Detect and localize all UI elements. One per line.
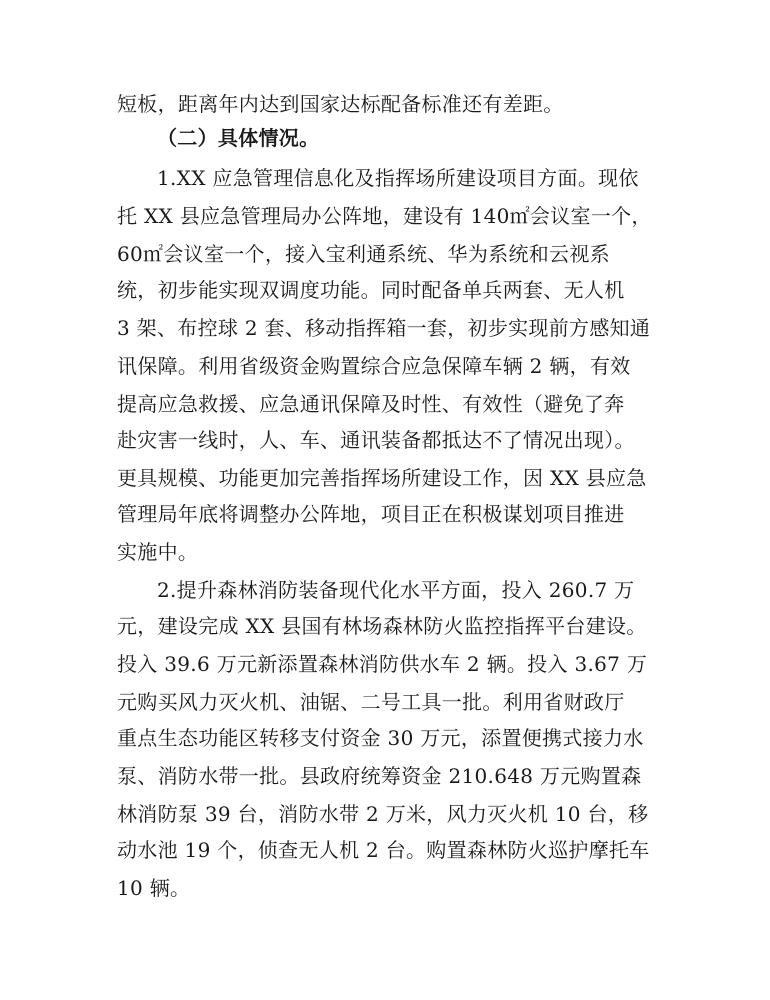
section-heading: （二）具体情况。 [157, 126, 320, 150]
paragraph-line-7: 3 架、布控球 2 套、移动指挥箱一套，初步实现前方感知通 [117, 316, 651, 340]
paragraph-line-8: 讯保障。利用省级资金购置综合应急保障车辆 2 辆，有效 [117, 354, 631, 378]
paragraph-line-17: 元购买风力灭火机、油锯、二号工具一批。利用省财政厅 [117, 690, 625, 714]
paragraph-line-21: 动水池 19 个，侦查无人机 2 台。购置森林防火巡护摩托车 [117, 838, 650, 862]
paragraph-line-5: 60㎡会议室一个，接入宝利通系统、华为系统和云视系 [117, 242, 610, 266]
paragraph-line-18: 重点生态功能区转移支付资金 30 万元，添置便携式接力水 [117, 726, 644, 750]
paragraph-line-13: 实施中。 [117, 540, 199, 564]
paragraph-line-12: 管理局年底将调整办公阵地，项目正在积极谋划项目推进 [117, 502, 625, 526]
paragraph-line-19: 泵、消防水带一批。县政府统筹资金 210.648 万元购置森 [117, 764, 642, 788]
paragraph-line-4: 托 XX 县应急管理局办公阵地，建设有 140㎡会议室一个， [117, 204, 652, 228]
paragraph-line-16: 投入 39.6 万元新添置森林消防供水车 2 辆。投入 3.67 万 [117, 652, 648, 676]
paragraph-line-6: 统，初步能实现双调度功能。同时配备单兵两套、无人机 [117, 278, 625, 302]
paragraph-line-20: 林消防泵 39 台，消防水带 2 万米，风力灭火机 10 台，移 [117, 802, 649, 826]
paragraph-line-10: 赴灾害一线时，人、车、通讯装备都抵达不了情况出现）。 [117, 428, 635, 452]
paragraph-line-1: 短板，距离年内达到国家达标配备标准还有差距。 [117, 92, 564, 116]
paragraph-line-3: 1.XX 应急管理信息化及指挥场所建设项目方面。现依 [157, 166, 639, 190]
paragraph-line-9: 提高应急救援、应急通讯保障及时性、有效性（避免了奔 [117, 392, 625, 416]
paragraph-line-14: 2.提升森林消防装备现代化水平方面，投入 260.7 万 [157, 578, 635, 602]
paragraph-line-22: 10 辆。 [117, 876, 191, 900]
paragraph-line-11: 更具规模、功能更加完善指挥场所建设工作，因 XX 县应急 [117, 466, 647, 490]
paragraph-line-15: 元，建设完成 XX 县国有林场森林防火监控指挥平台建设。 [117, 614, 647, 638]
